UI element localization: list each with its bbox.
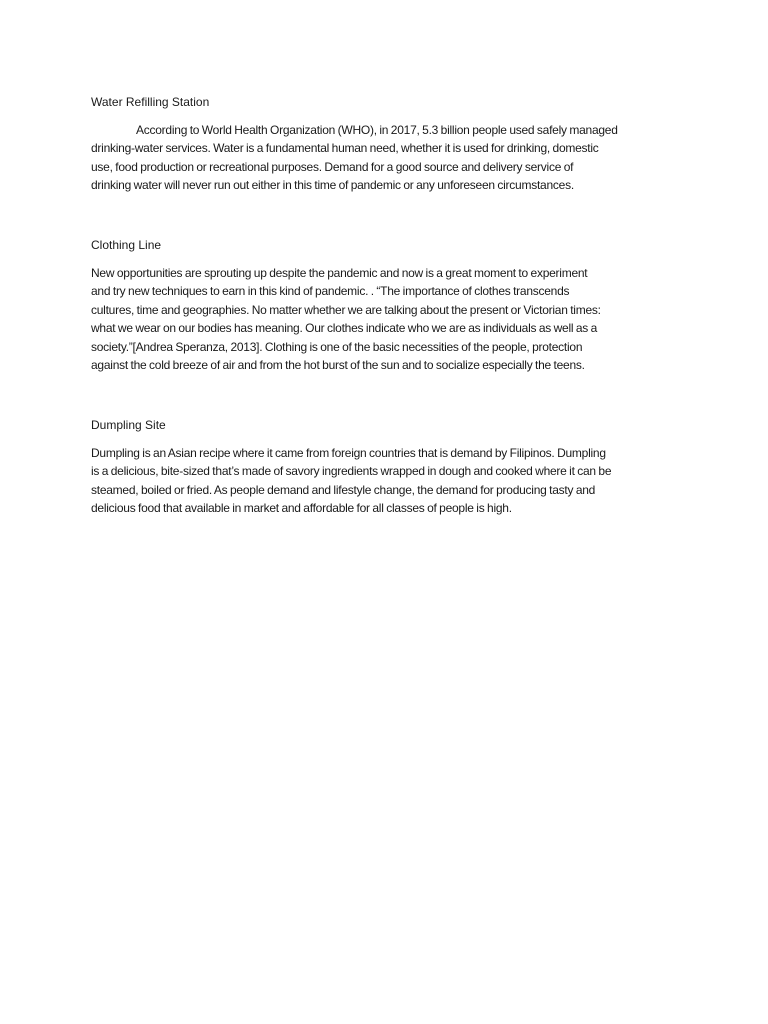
- paragraph-line: is a delicious, bite-sized that’s made of savory ingredients wrapped in dough and cooked where it can be: [91, 464, 612, 479]
- paragraph-line: society.”[Andrea Speranza, 2013]. Clothing is one of the basic necessities of the people, protection: [91, 339, 583, 354]
- paragraph-line: Dumpling is an Asian recipe where it came from foreign countries that is demand by Filipinos. Dumpling: [91, 445, 606, 460]
- section-heading: Dumpling Site: [91, 418, 166, 432]
- section-clothing-line: [91, 236, 691, 375]
- section-paragraph: [91, 444, 691, 518]
- paragraph-line: drinking-water services. Water is a fundamental human need, whether it is used for drinking, domestic: [91, 141, 599, 156]
- paragraph-line: use, food production or recreational purposes. Demand for a good source and delivery service of: [91, 159, 574, 174]
- section-paragraph: [91, 264, 691, 376]
- paragraph-line: what we wear on our bodies has meaning. Our clothes indicate who we are as individuals as well as a: [91, 321, 598, 336]
- paragraph-line: [91, 121, 691, 140]
- section-dumpling-site: [91, 416, 691, 518]
- paragraph-line: New opportunities are sprouting up despite the pandemic and now is a great moment to experiment: [91, 265, 588, 280]
- section-paragraph: [91, 121, 691, 195]
- section-water-refilling-station: [91, 93, 691, 195]
- paragraph-line: drinking water will never run out either in this time of pandemic or any unforeseen circumstances.: [91, 178, 574, 193]
- paragraph-line-text: According to World Health Organization (WHO), in 2017, 5.3 billion people used safely managed: [136, 122, 618, 137]
- paragraph-line: cultures, time and geographies. No matter whether we are talking about the present or Victorian times:: [91, 302, 601, 317]
- section-heading: Water Refilling Station: [91, 95, 210, 109]
- section-heading: Clothing Line: [91, 238, 162, 252]
- paragraph-line: against the cold breeze of air and from the hot burst of the sun and to socialize especially the teens.: [91, 358, 585, 373]
- paragraph-line: and try new techniques to earn in this kind of pandemic. . “The importance of clothes transcends: [91, 284, 570, 299]
- paragraph-line: steamed, boiled or fried. As people demand and lifestyle change, the demand for producing tasty and: [91, 482, 596, 497]
- paragraph-line: delicious food that available in market and affordable for all classes of people is high.: [91, 501, 512, 516]
